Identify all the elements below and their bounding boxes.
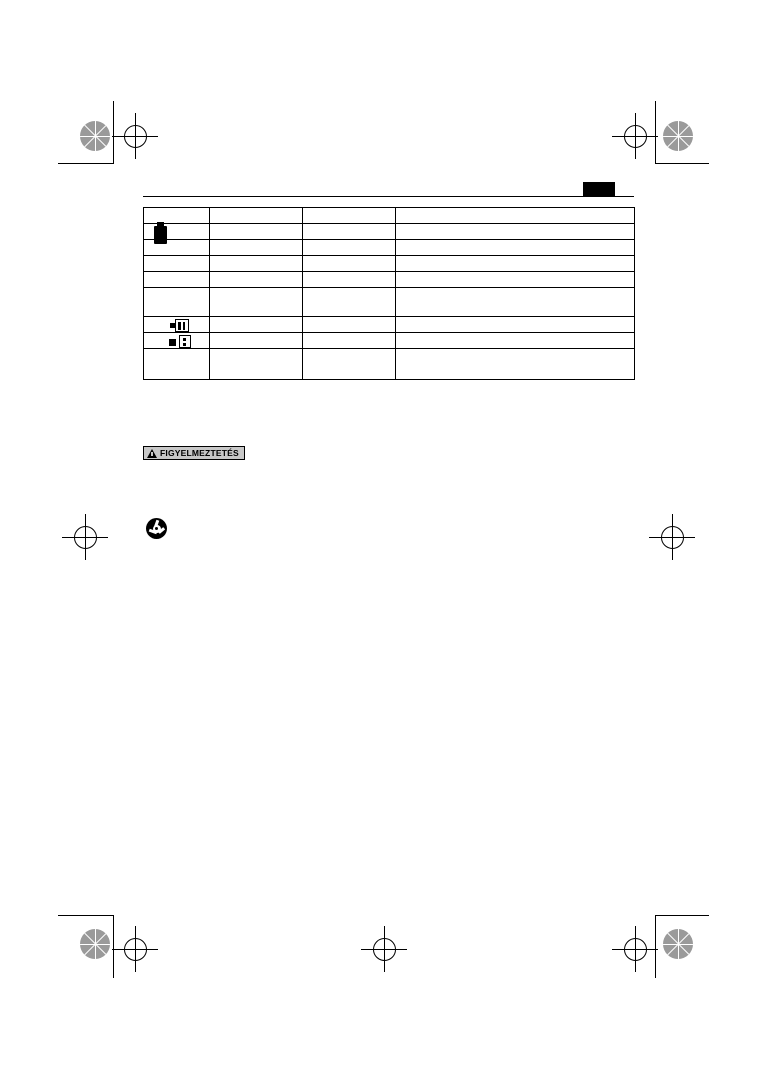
table-cell-symbol bbox=[144, 208, 210, 224]
mains-plug-icon bbox=[147, 225, 206, 238]
table-cell-value-2 bbox=[303, 208, 396, 224]
table-cell-value-1 bbox=[210, 256, 303, 272]
registration-cross-middle-right bbox=[649, 514, 695, 560]
header-rule bbox=[143, 196, 634, 197]
table-row bbox=[144, 333, 635, 349]
warning-triangle-icon bbox=[147, 449, 157, 458]
table-cell-value-1 bbox=[210, 333, 303, 349]
page-tab-marker bbox=[583, 182, 615, 196]
table-cell-description bbox=[396, 224, 635, 240]
table-cell-symbol bbox=[144, 349, 210, 380]
registration-cross-middle-left bbox=[62, 514, 108, 560]
table-cell-value-1 bbox=[210, 288, 303, 317]
registration-cross-bottom-center bbox=[361, 926, 407, 972]
density-patch-bottom-right bbox=[663, 929, 693, 959]
table-cell-description bbox=[396, 256, 635, 272]
table-row bbox=[144, 349, 635, 380]
table-row bbox=[144, 240, 635, 256]
trim-mark-top-left-h bbox=[58, 163, 114, 164]
table-cell-value-2 bbox=[303, 272, 396, 288]
table-cell-value-1 bbox=[210, 272, 303, 288]
battery-charge-icon bbox=[147, 318, 206, 331]
trim-mark-top-right-h bbox=[655, 163, 709, 164]
trim-mark-bottom-left-h bbox=[58, 915, 114, 916]
table-cell-description bbox=[396, 333, 635, 349]
trim-mark-top-left-v bbox=[113, 101, 114, 163]
table-cell-value-2 bbox=[303, 256, 396, 272]
warning-badge bbox=[143, 446, 245, 460]
table-cell-description bbox=[396, 288, 635, 317]
table-row bbox=[144, 288, 635, 317]
table-cell-symbol bbox=[144, 272, 210, 288]
table-cell-symbol bbox=[144, 317, 210, 333]
table-cell-value-2 bbox=[303, 333, 396, 349]
table-cell-value-2 bbox=[303, 224, 396, 240]
trim-mark-top-right-v bbox=[655, 101, 656, 163]
registration-cross-bottom-left bbox=[112, 926, 158, 972]
table-cell-symbol bbox=[144, 288, 210, 317]
registration-cross-top-right bbox=[612, 113, 658, 159]
trim-mark-bottom-right-v bbox=[655, 916, 656, 978]
table-cell-value-1 bbox=[210, 240, 303, 256]
table-cell-value-2 bbox=[303, 288, 396, 317]
table-cell-value-2 bbox=[303, 240, 396, 256]
density-patch-top-left bbox=[80, 121, 110, 151]
trim-mark-bottom-right-h bbox=[655, 915, 709, 916]
table-cell-symbol bbox=[144, 333, 210, 349]
table-row bbox=[144, 208, 635, 224]
table-cell-description bbox=[396, 208, 635, 224]
registration-cross-bottom-right bbox=[612, 926, 658, 972]
table-cell-value-1 bbox=[210, 208, 303, 224]
table-cell-description bbox=[396, 272, 635, 288]
battery-level-icon bbox=[147, 334, 206, 347]
table-row bbox=[144, 272, 635, 288]
table-row bbox=[144, 224, 635, 240]
registration-cross-top-left bbox=[112, 113, 158, 159]
table-cell-value-1 bbox=[210, 224, 303, 240]
table-cell-description bbox=[396, 317, 635, 333]
density-patch-top-right bbox=[663, 121, 693, 151]
table-cell-symbol bbox=[144, 256, 210, 272]
table-cell-value-1 bbox=[210, 317, 303, 333]
table-cell-description bbox=[396, 349, 635, 380]
specification-table bbox=[143, 207, 635, 380]
table-cell-value-2 bbox=[303, 349, 396, 380]
table-cell-value-1 bbox=[210, 349, 303, 380]
table-cell-description bbox=[396, 240, 635, 256]
table-cell-value-2 bbox=[303, 317, 396, 333]
table-row bbox=[144, 317, 635, 333]
density-patch-bottom-left bbox=[80, 929, 110, 959]
table-cell-symbol bbox=[144, 224, 210, 240]
table-row bbox=[144, 256, 635, 272]
trim-mark-bottom-left-v bbox=[113, 916, 114, 978]
warning-badge-label: FIGYELMEZTETÉS bbox=[160, 448, 239, 458]
recycling-icon bbox=[146, 518, 167, 539]
